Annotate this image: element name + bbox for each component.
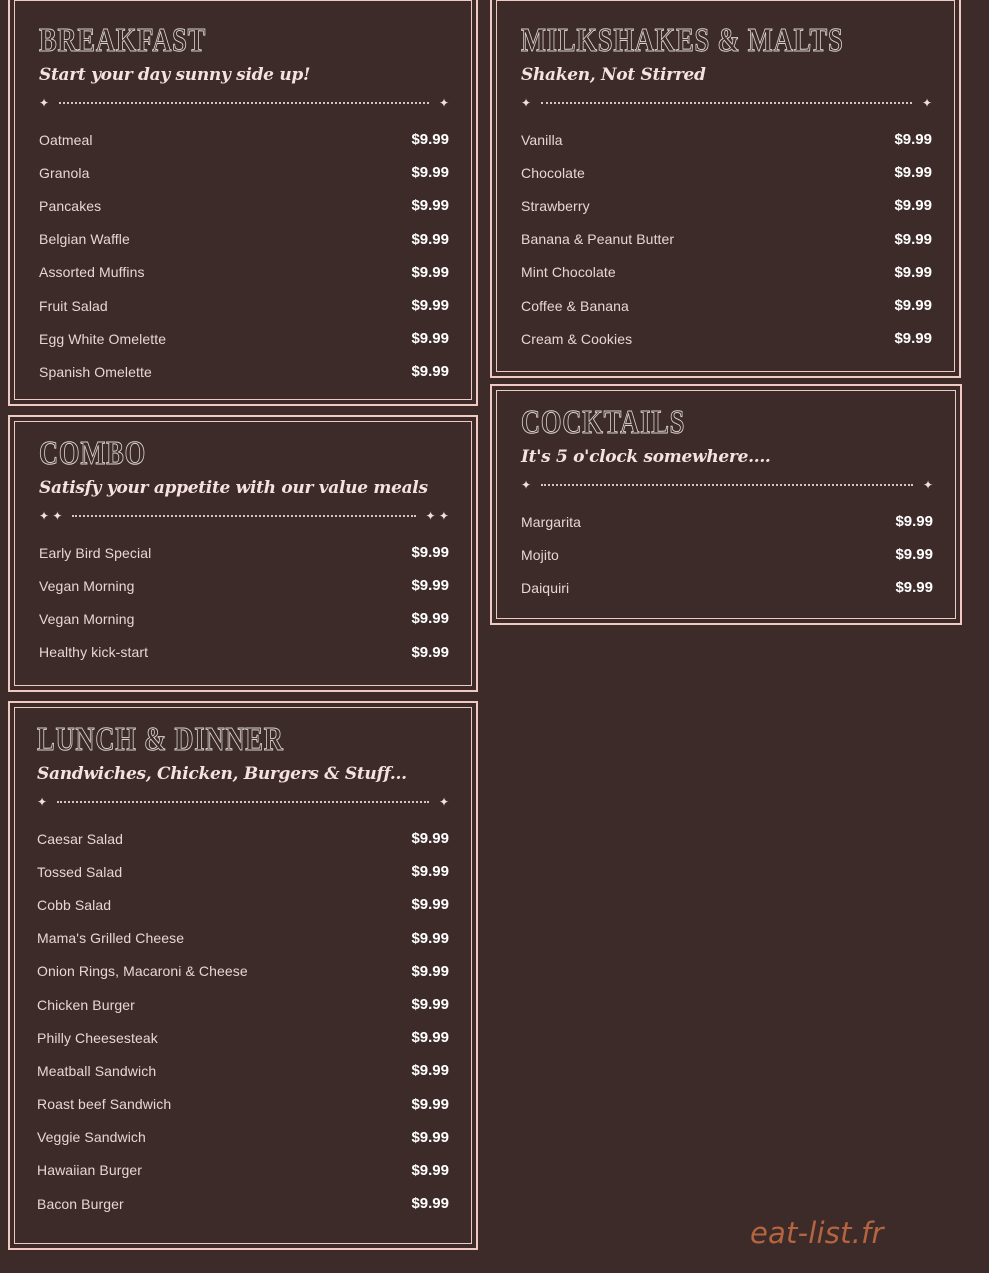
- menu-section-breakfast: [8, 0, 478, 406]
- item-name: Coffee & Banana: [521, 297, 629, 314]
- item-name: Roast beef Sandwich: [37, 1096, 172, 1113]
- item-name: Mojito: [521, 546, 559, 563]
- item-name: Meatball Sandwich: [37, 1062, 157, 1079]
- dotted-line: [59, 102, 429, 104]
- menu-item: [37, 1187, 449, 1220]
- item-price: $9.99: [411, 610, 449, 628]
- menu-list: [521, 123, 932, 355]
- item-price: $9.99: [411, 297, 449, 315]
- item-price: $9.99: [894, 263, 932, 281]
- menu-list: [521, 505, 933, 605]
- item-name: Oatmeal: [39, 131, 93, 148]
- item-name: Cobb Salad: [37, 896, 112, 913]
- menu-item: [521, 322, 932, 355]
- section-title: BREAKFAST: [39, 22, 207, 59]
- menu-item: [521, 571, 933, 604]
- menu-item: [37, 1154, 449, 1187]
- watermark: eat-list.fr: [750, 1216, 884, 1250]
- menu-item: [521, 223, 932, 256]
- item-name: Pancakes: [39, 197, 102, 214]
- item-name: Assorted Muffins: [39, 264, 145, 281]
- menu-item: [39, 256, 449, 289]
- menu-item: [39, 322, 449, 355]
- menu-item: [39, 636, 449, 669]
- item-price: $9.99: [411, 577, 449, 595]
- item-price: $9.99: [895, 579, 933, 597]
- item-price: $9.99: [411, 863, 449, 881]
- item-name: Chicken Burger: [37, 996, 135, 1013]
- star-icon: ✦: [438, 96, 449, 110]
- item-price: $9.99: [411, 330, 449, 348]
- item-price: $9.99: [411, 544, 449, 562]
- section-subtitle: It's 5 o'clock somewhere....: [521, 447, 771, 467]
- item-name: Daiquiri: [521, 579, 570, 596]
- menu-item: [37, 955, 449, 988]
- divider: [39, 510, 449, 522]
- star-icon: ✦: [921, 96, 932, 110]
- item-price: $9.99: [411, 643, 449, 661]
- item-price: $9.99: [894, 330, 932, 348]
- item-name: Granola: [39, 164, 90, 181]
- menu-item: [37, 1021, 449, 1054]
- item-price: $9.99: [894, 197, 932, 215]
- item-price: $9.99: [411, 363, 449, 381]
- section-subtitle: Sandwiches, Chicken, Burgers & Stuff...: [37, 764, 407, 784]
- item-name: Spanish Omelette: [39, 363, 152, 380]
- star-icon: ✦ ✦: [425, 509, 449, 523]
- section-subtitle: Satisfy your appetite with our value meals: [39, 478, 428, 498]
- divider: [39, 97, 449, 109]
- star-icon: ✦: [39, 96, 50, 110]
- section-frame: [14, 707, 472, 1244]
- item-name: Healthy kick-start: [39, 644, 149, 661]
- item-name: Belgian Waffle: [39, 231, 130, 248]
- dotted-line: [57, 801, 429, 803]
- menu-item: [37, 1088, 449, 1121]
- menu-item: [39, 602, 449, 635]
- section-title: LUNCH & DINNER: [37, 721, 284, 758]
- item-price: $9.99: [411, 1161, 449, 1179]
- section-title: COMBO: [39, 435, 147, 472]
- item-price: $9.99: [411, 830, 449, 848]
- item-price: $9.99: [411, 929, 449, 947]
- item-name: Vegan Morning: [39, 577, 135, 594]
- item-name: Mint Chocolate: [521, 264, 616, 281]
- menu-item: [39, 189, 449, 222]
- item-price: $9.99: [411, 197, 449, 215]
- star-icon: ✦ ✦: [39, 509, 63, 523]
- menu-item: [37, 922, 449, 955]
- item-price: $9.99: [411, 896, 449, 914]
- menu-item: [521, 156, 932, 189]
- item-price: $9.99: [411, 164, 449, 182]
- item-name: Veggie Sandwich: [37, 1129, 146, 1146]
- star-icon: ✦: [922, 478, 933, 492]
- item-name: Early Bird Special: [39, 544, 152, 561]
- menu-item: [521, 123, 932, 156]
- item-price: $9.99: [894, 131, 932, 149]
- item-name: Strawberry: [521, 197, 590, 214]
- item-price: $9.99: [895, 546, 933, 564]
- star-icon: ✦: [521, 478, 532, 492]
- menu-item: [39, 569, 449, 602]
- menu-section-cocktails: [490, 384, 962, 625]
- menu-item: [39, 536, 449, 569]
- item-name: Philly Cheesesteak: [37, 1029, 158, 1046]
- item-name: Vanilla: [521, 131, 563, 148]
- item-name: Cream & Cookies: [521, 330, 633, 347]
- menu-item: [37, 855, 449, 888]
- menu-item: [521, 505, 933, 538]
- item-name: Vegan Morning: [39, 610, 135, 627]
- item-name: Mama's Grilled Cheese: [37, 930, 185, 947]
- menu-item: [521, 538, 933, 571]
- menu-item: [39, 289, 449, 322]
- item-price: $9.99: [411, 131, 449, 149]
- menu-list: [39, 536, 449, 669]
- item-name: Caesar Salad: [37, 830, 124, 847]
- item-price: $9.99: [894, 297, 932, 315]
- menu-item: [39, 123, 449, 156]
- divider: [521, 479, 933, 491]
- menu-item: [39, 223, 449, 256]
- item-name: Egg White Omelette: [39, 330, 167, 347]
- divider: [37, 796, 449, 808]
- menu-item: [37, 988, 449, 1021]
- item-price: $9.99: [411, 1128, 449, 1146]
- section-subtitle: Shaken, Not Stirred: [521, 65, 706, 85]
- section-frame: [496, 0, 955, 372]
- dotted-line: [541, 102, 912, 104]
- item-name: Bacon Burger: [37, 1195, 124, 1212]
- menu-item: [521, 189, 932, 222]
- menu-section-combo: [8, 415, 478, 692]
- item-price: $9.99: [411, 1062, 449, 1080]
- menu-item: [39, 156, 449, 189]
- item-price: $9.99: [411, 962, 449, 980]
- item-name: Hawaiian Burger: [37, 1162, 142, 1179]
- divider: [521, 97, 932, 109]
- item-price: $9.99: [895, 513, 933, 531]
- star-icon: ✦: [438, 795, 449, 809]
- item-name: Banana & Peanut Butter: [521, 231, 675, 248]
- section-subtitle: Start your day sunny side up!: [39, 65, 311, 85]
- menu-list: [39, 123, 449, 389]
- item-price: $9.99: [411, 1029, 449, 1047]
- menu-item: [37, 1121, 449, 1154]
- menu-list: [37, 822, 449, 1220]
- item-name: Onion Rings, Macaroni & Cheese: [37, 963, 248, 980]
- menu-item: [37, 1054, 449, 1087]
- section-frame: [14, 0, 472, 400]
- menu-item: [521, 289, 932, 322]
- menu-section-milkshakes: [490, 0, 961, 378]
- menu-item: [39, 355, 449, 388]
- item-name: Tossed Salad: [37, 863, 123, 880]
- section-title: MILKSHAKES & MALTS: [521, 22, 844, 59]
- section-title: COCKTAILS: [521, 404, 686, 441]
- menu-item: [37, 822, 449, 855]
- menu-item: [37, 888, 449, 921]
- item-price: $9.99: [411, 263, 449, 281]
- menu-section-lunch-dinner: [8, 701, 478, 1250]
- section-frame: [496, 390, 956, 619]
- star-icon: ✦: [37, 795, 48, 809]
- section-frame: [14, 421, 472, 686]
- item-price: $9.99: [411, 1195, 449, 1213]
- dotted-line: [72, 515, 415, 517]
- item-name: Chocolate: [521, 164, 585, 181]
- item-price: $9.99: [411, 230, 449, 248]
- item-price: $9.99: [411, 996, 449, 1014]
- dotted-line: [541, 484, 913, 486]
- menu-item: [521, 256, 932, 289]
- item-price: $9.99: [411, 1095, 449, 1113]
- item-name: Margarita: [521, 513, 582, 530]
- item-name: Fruit Salad: [39, 297, 108, 314]
- item-price: $9.99: [894, 230, 932, 248]
- star-icon: ✦: [521, 96, 532, 110]
- item-price: $9.99: [894, 164, 932, 182]
